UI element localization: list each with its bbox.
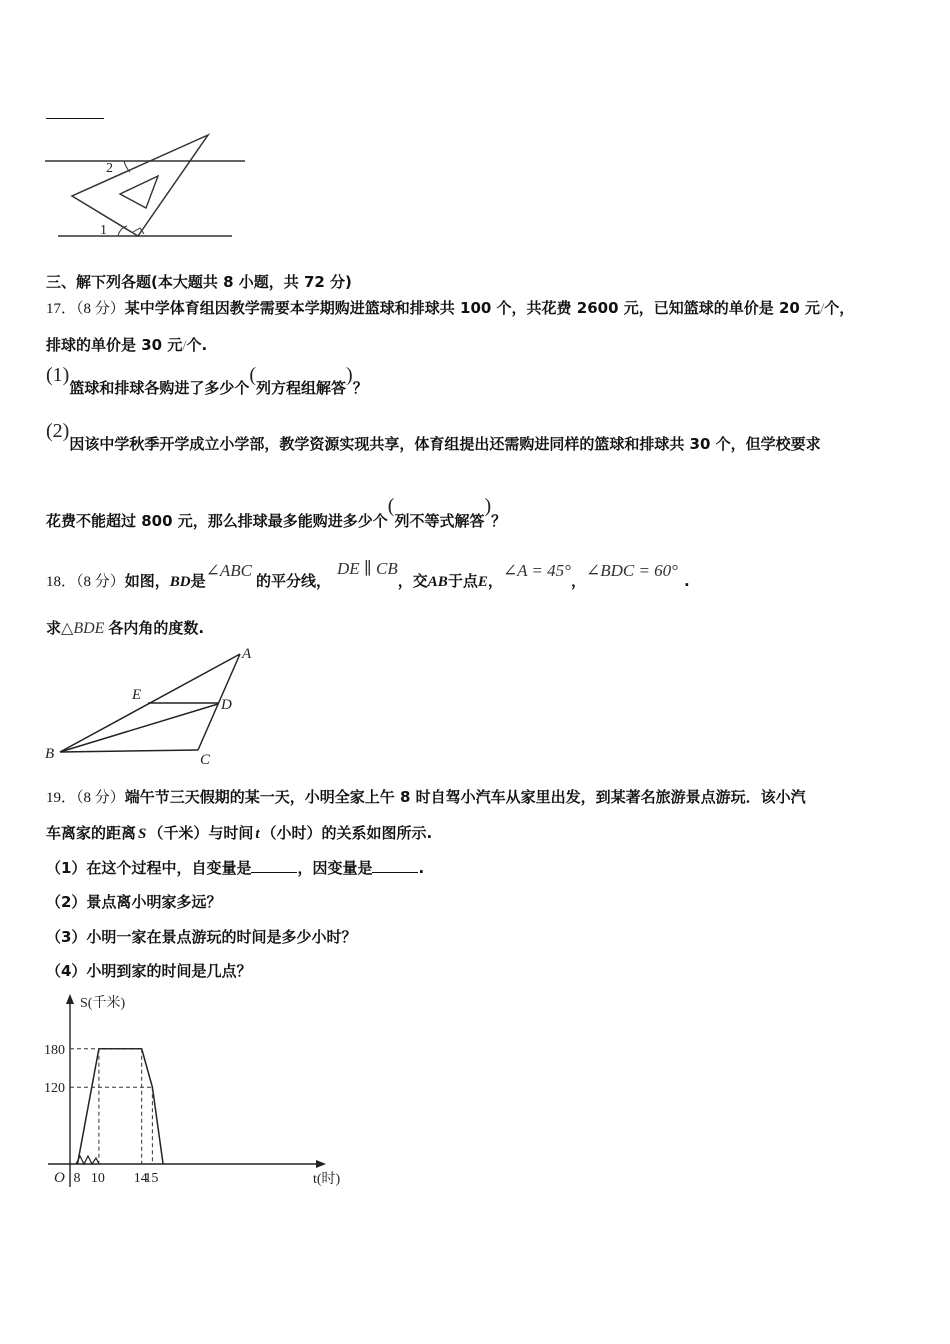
- x-axis-arrow: [316, 1160, 326, 1168]
- q19-stem-b2: （千米）与时间: [148, 824, 254, 842]
- q17-points: （8 分）: [76, 301, 125, 317]
- q18-ask-a: 求: [46, 619, 62, 637]
- distance-time-chart: [40, 992, 360, 1202]
- q19-sub1-a: （1）在这个过程中，自变量是: [46, 859, 252, 877]
- q17-part2-line2: [46, 495, 507, 530]
- q17-part2-hint: 列不等式解答: [394, 512, 485, 530]
- q19-s: S: [138, 826, 147, 842]
- q18-number: 18．: [46, 574, 77, 590]
- q18-ask: [46, 617, 204, 638]
- section-title: 三、解下列各题(本大题共 8 小题，共 72 分): [46, 273, 352, 291]
- distance-series-line: [77, 1049, 163, 1164]
- q18-ask-b: 各内角的度数.: [108, 619, 205, 637]
- q19-sub3: （3）小明一家在景点游玩的时间是多少小时？: [46, 928, 357, 946]
- q18-e: E: [477, 574, 488, 590]
- q18-text-5: 于点: [447, 572, 478, 590]
- q19-stem-b3: （小时）的关系如图所示.: [261, 824, 433, 842]
- q19-sub1: [46, 857, 424, 878]
- q17-part1-end: ？: [352, 379, 368, 397]
- q18-text-2: 是: [190, 572, 206, 590]
- q17-part1-open-paren: (: [249, 364, 257, 386]
- q17-per-unit: 个，: [824, 299, 855, 317]
- y-axis-arrow: [66, 994, 74, 1004]
- parallel-lines-triangle-figure: [40, 128, 250, 240]
- q17-part2-text-b: 花费不能超过 800 元，那么排球最多能购进多少个: [46, 512, 388, 530]
- y-axis-label: S(千米): [80, 996, 126, 1011]
- origin-label: O: [54, 1170, 65, 1186]
- q17-stem-b: 排球的单价是 30 元: [46, 336, 183, 354]
- q18-ab: AB: [427, 574, 448, 590]
- angle-2-label: 2: [106, 161, 113, 176]
- segment-ca: [198, 654, 240, 750]
- q18-bd: BD: [169, 574, 191, 590]
- q19-points: （8 分）: [76, 790, 125, 806]
- q19-number: 19．: [46, 790, 77, 806]
- q19-sub4: （4）小明到家的时间是几点？: [46, 962, 252, 980]
- q17-slash-1: /: [820, 301, 825, 317]
- q19-sub1-c: .: [418, 859, 425, 877]
- angle-2-arc: [124, 161, 130, 172]
- q19-stem-a: 端午节三天假期的某一天，小明全家上午 8 时自驾小汽车从家里出发，到某著名旅游景点游玩．该小汽: [124, 788, 806, 806]
- q17-part1-close-paren: ): [346, 364, 353, 386]
- q17-number: 17．: [46, 301, 77, 317]
- q18-triangle-bde: △BDE: [61, 620, 105, 637]
- q19-sub2: （2）景点离小明家多远？: [46, 893, 222, 911]
- q17-part2-open-paren: (: [387, 495, 395, 517]
- segment-bc: [60, 750, 198, 752]
- q17-part2-line1: [46, 420, 821, 453]
- triangle-ruler-outer: [72, 135, 208, 236]
- triangle-abc-figure: [40, 640, 270, 770]
- point-a-label: A: [242, 646, 252, 662]
- q18-angle-a: ∠A = 45°: [502, 561, 571, 580]
- y-tick-label-180: 180: [44, 1042, 65, 1058]
- q19-blank-1[interactable]: [251, 859, 297, 873]
- x-tick-label-8: 8: [73, 1171, 81, 1186]
- q18-comma-1: ，: [487, 572, 503, 590]
- q17-part2-close-paren: ): [484, 495, 492, 517]
- q18-text-1: 如图，: [124, 572, 170, 590]
- q17-part1-text: 篮球和排球各购进了多少个: [69, 379, 250, 397]
- y-tick-label-120: 120: [44, 1081, 65, 1097]
- q17-part1: [46, 364, 368, 397]
- x-tick-label-10: 10: [90, 1171, 105, 1186]
- q19-sub1-b: ，因变量是: [297, 859, 373, 877]
- q17-line2: [46, 334, 207, 355]
- q18-angle-bdc: ∠BDC = 60°: [585, 561, 678, 580]
- point-e-label: E: [132, 687, 142, 703]
- x-tick-label-15: 15: [144, 1171, 159, 1186]
- point-b-label: B: [45, 746, 55, 762]
- triangle-ruler-inner: [120, 176, 158, 208]
- q17-part1-label: (1): [46, 364, 70, 386]
- q17-slash-2: /: [182, 338, 187, 354]
- angle-1-label: 1: [100, 223, 107, 238]
- q18-de-parallel-cb: DE ∥ CB: [337, 559, 398, 578]
- q18-points: （8 分）: [76, 574, 125, 590]
- point-d-label: D: [221, 697, 232, 713]
- q17-per-unit-end: 个.: [186, 336, 208, 354]
- q18-period: .: [683, 572, 690, 590]
- q19-stem-b1: 车离家的距离: [46, 824, 137, 842]
- q17-part2-label: (2): [46, 420, 70, 442]
- q18-angle-abc: ∠ABC: [205, 561, 253, 580]
- q18-line1: [46, 558, 690, 598]
- segment-bd: [60, 704, 218, 752]
- point-c-label: C: [200, 752, 211, 768]
- q18-comma-2: ，: [570, 572, 586, 590]
- q17-part2-end: ？: [491, 512, 507, 530]
- q17-part2-text-a: 因该中学秋季开学成立小学部，教学资源实现共享，体育组提出还需购进同样的篮球和排球共 30 个，但学校要求: [69, 435, 821, 453]
- q17-stem-a: 某中学体育组因教学需要本学期购进篮球和排球共 100 个，共花费 2600 元，已知篮球的单价是 20 元: [124, 299, 821, 317]
- q17-part1-hint: 列方程组解答: [256, 379, 347, 397]
- answer-blank-line: [46, 118, 104, 119]
- q19-t: t: [255, 826, 260, 842]
- q18-text-4: ，交: [397, 572, 428, 590]
- q18-text-3: 的平分线，: [256, 572, 332, 590]
- angle-1-arc: [118, 226, 127, 236]
- q17-line1: [46, 297, 854, 318]
- q19-line2: [46, 822, 432, 843]
- x-tick-label-14: 14: [133, 1171, 148, 1186]
- x-axis-label: t(时): [313, 1172, 341, 1187]
- q19-line1: [46, 786, 806, 807]
- q19-blank-2[interactable]: [372, 859, 418, 873]
